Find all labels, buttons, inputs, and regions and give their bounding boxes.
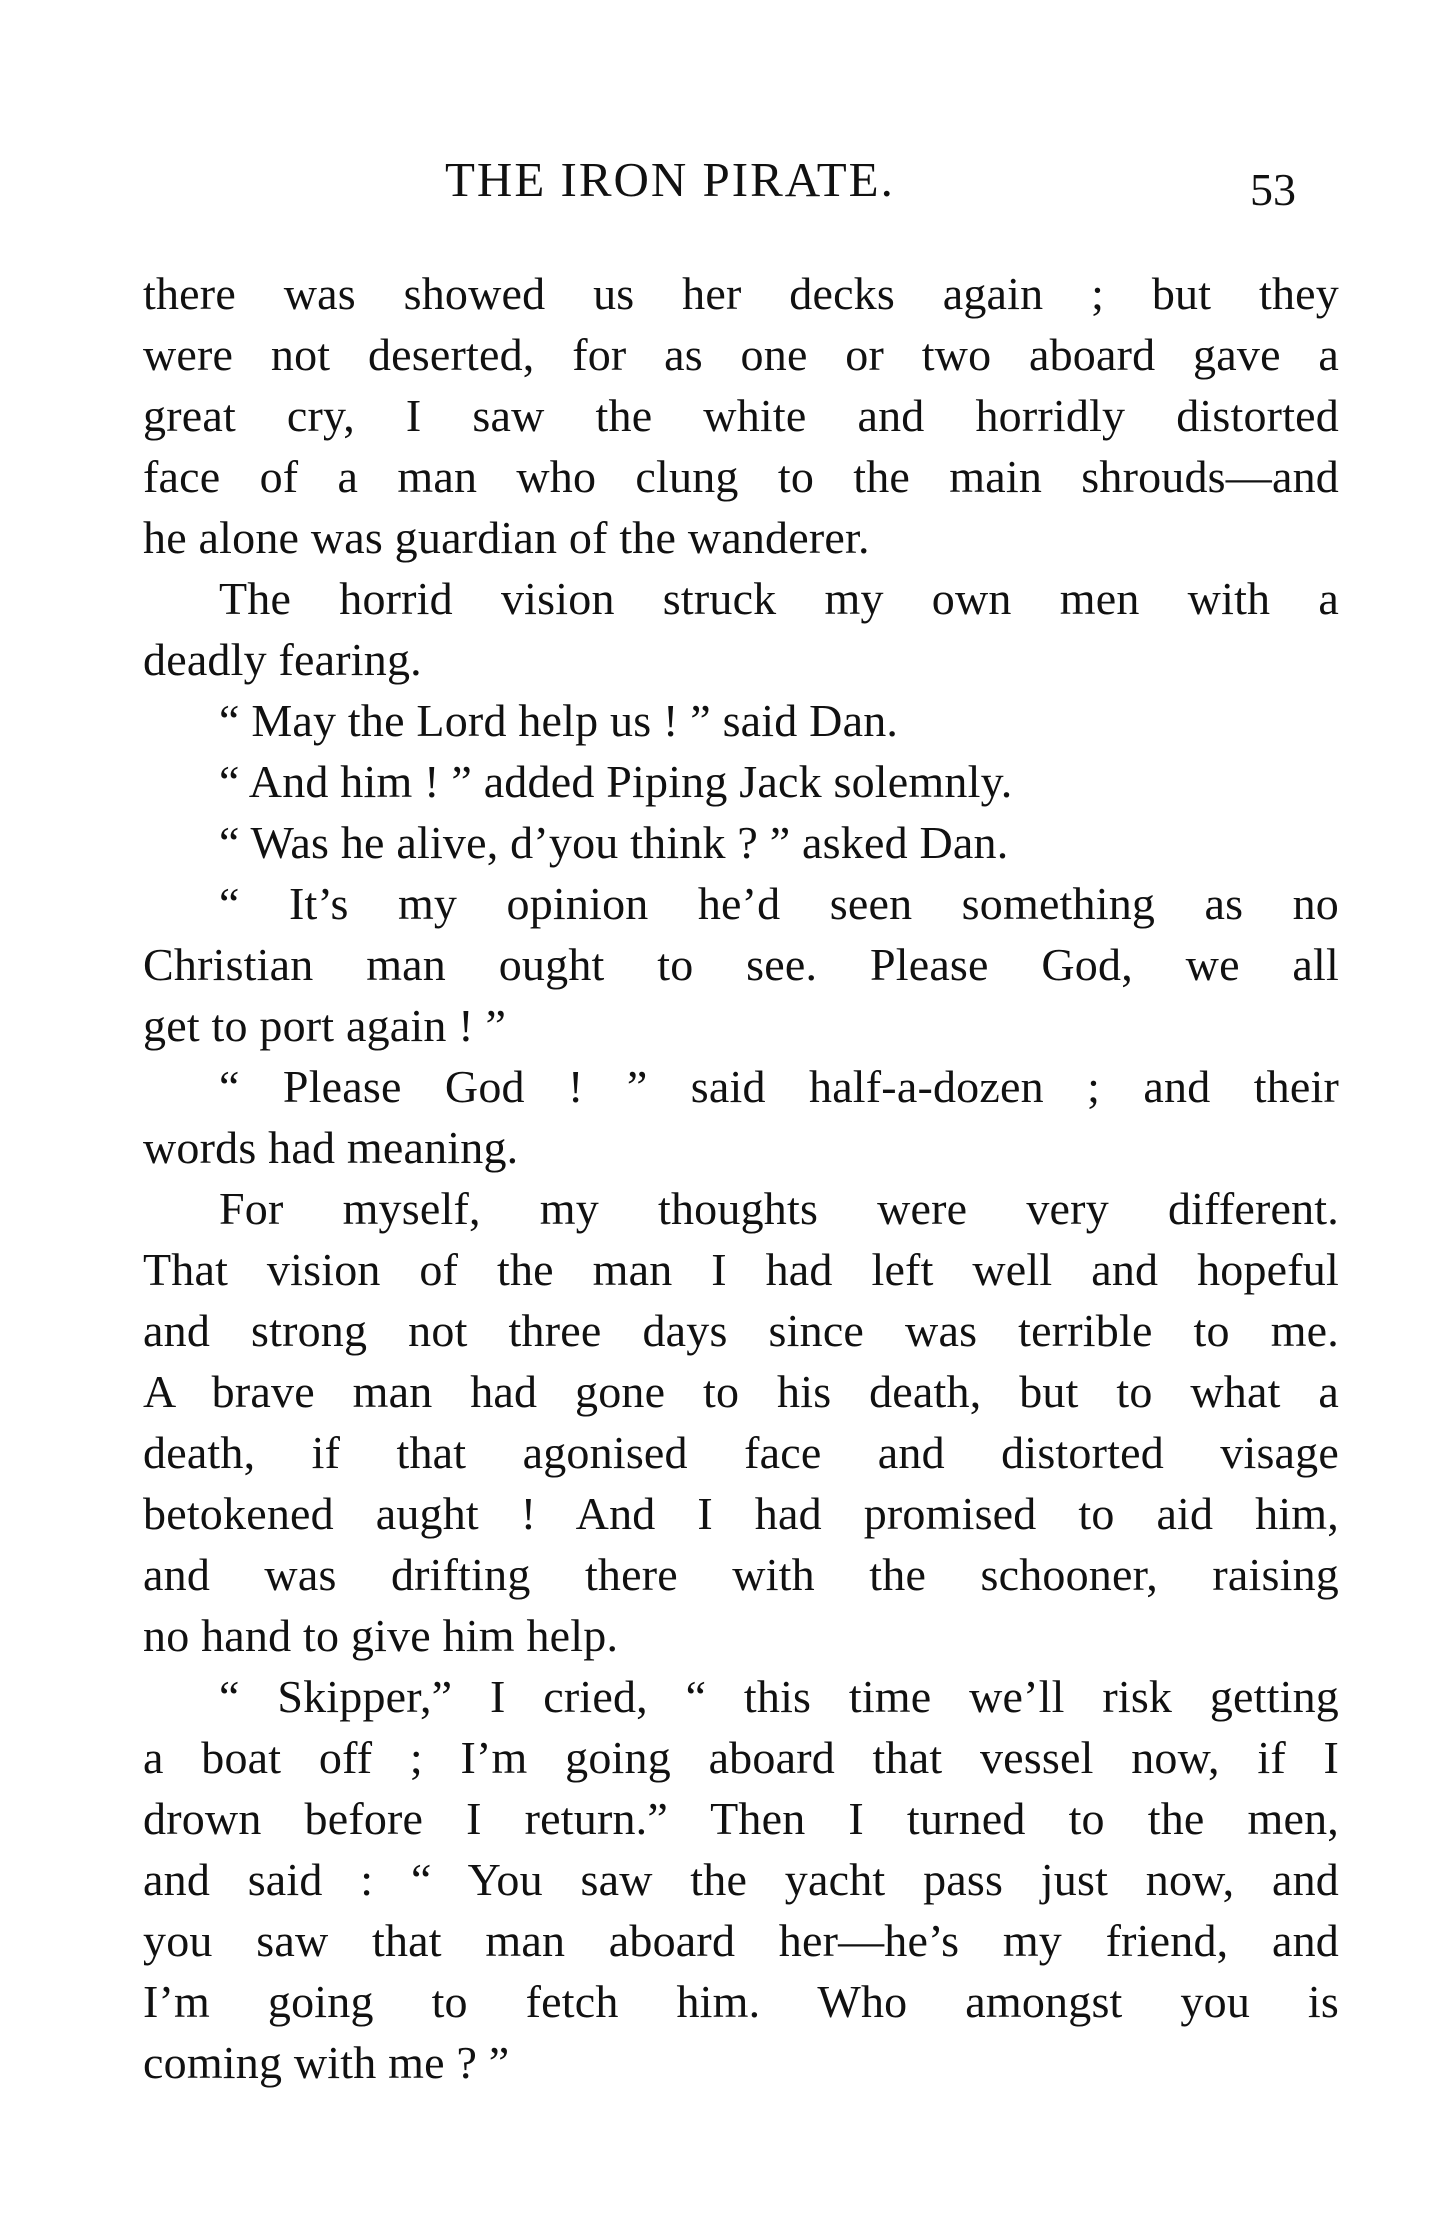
running-head xyxy=(0,150,1449,215)
text-line: were not deserted, for as one or two aboard gave a xyxy=(143,329,1339,380)
text-line: no hand to give him help. xyxy=(143,1610,619,1661)
text-line: A brave man had gone to his death, but to what a xyxy=(143,1366,1339,1417)
text-line: and strong not three days since was terrible to me. xyxy=(143,1305,1339,1356)
text-line: and was drifting there with the schooner, raising xyxy=(143,1549,1339,1600)
text-line: “ May the Lord help us ! ” said Dan. xyxy=(219,695,899,746)
text-line: For myself, my thoughts were very different. xyxy=(219,1183,1339,1234)
text-line: “ Skipper,” I cried, “ this time we’ll risk getting xyxy=(219,1671,1339,1722)
text-line: you saw that man aboard her—he’s my friend, and xyxy=(143,1915,1339,1966)
text-line: he alone was guardian of the wanderer. xyxy=(143,512,870,563)
text-line: That vision of the man I had left well and hopeful xyxy=(143,1244,1339,1295)
text-line: “ It’s my opinion he’d seen something as no xyxy=(219,878,1339,929)
text-line: drown before I return.” Then I turned to the men, xyxy=(143,1793,1339,1844)
text-line: “ And him ! ” added Piping Jack solemnly. xyxy=(219,756,1013,807)
text-line: coming with me ? ” xyxy=(143,2037,510,2088)
text-line: and said : “ You saw the yacht pass just now, and xyxy=(143,1854,1339,1905)
text-line: “ Please God ! ” said half-a-dozen ; and their xyxy=(219,1061,1339,1112)
running-title: THE IRON PIRATE. xyxy=(445,152,895,207)
text-line: “ Was he alive, d’you think ? ” asked Dan. xyxy=(219,817,1009,868)
text-line: betokened aught ! And I had promised to aid him, xyxy=(143,1488,1339,1539)
text-line: words had meaning. xyxy=(143,1122,519,1173)
text-line: I’m going to fetch him. Who amongst you is xyxy=(143,1976,1339,2027)
text-line: there was showed us her decks again ; but they xyxy=(143,268,1339,319)
text-line: deadly fearing. xyxy=(143,634,422,685)
text-line: get to port again ! ” xyxy=(143,1000,507,1051)
text-line: a boat off ; I’m going aboard that vessel now, if I xyxy=(143,1732,1339,1783)
text-line: The horrid vision struck my own men with a xyxy=(219,573,1339,624)
text-line: Christian man ought to see. Please God, we all xyxy=(143,939,1339,990)
text-line: great cry, I saw the white and horridly distorted xyxy=(143,390,1339,441)
body-text xyxy=(143,263,1339,2093)
text-line: death, if that agonised face and distorted visage xyxy=(143,1427,1339,1478)
text-line: face of a man who clung to the main shrouds—and xyxy=(143,451,1339,502)
page-number: 53 xyxy=(1250,164,1296,215)
